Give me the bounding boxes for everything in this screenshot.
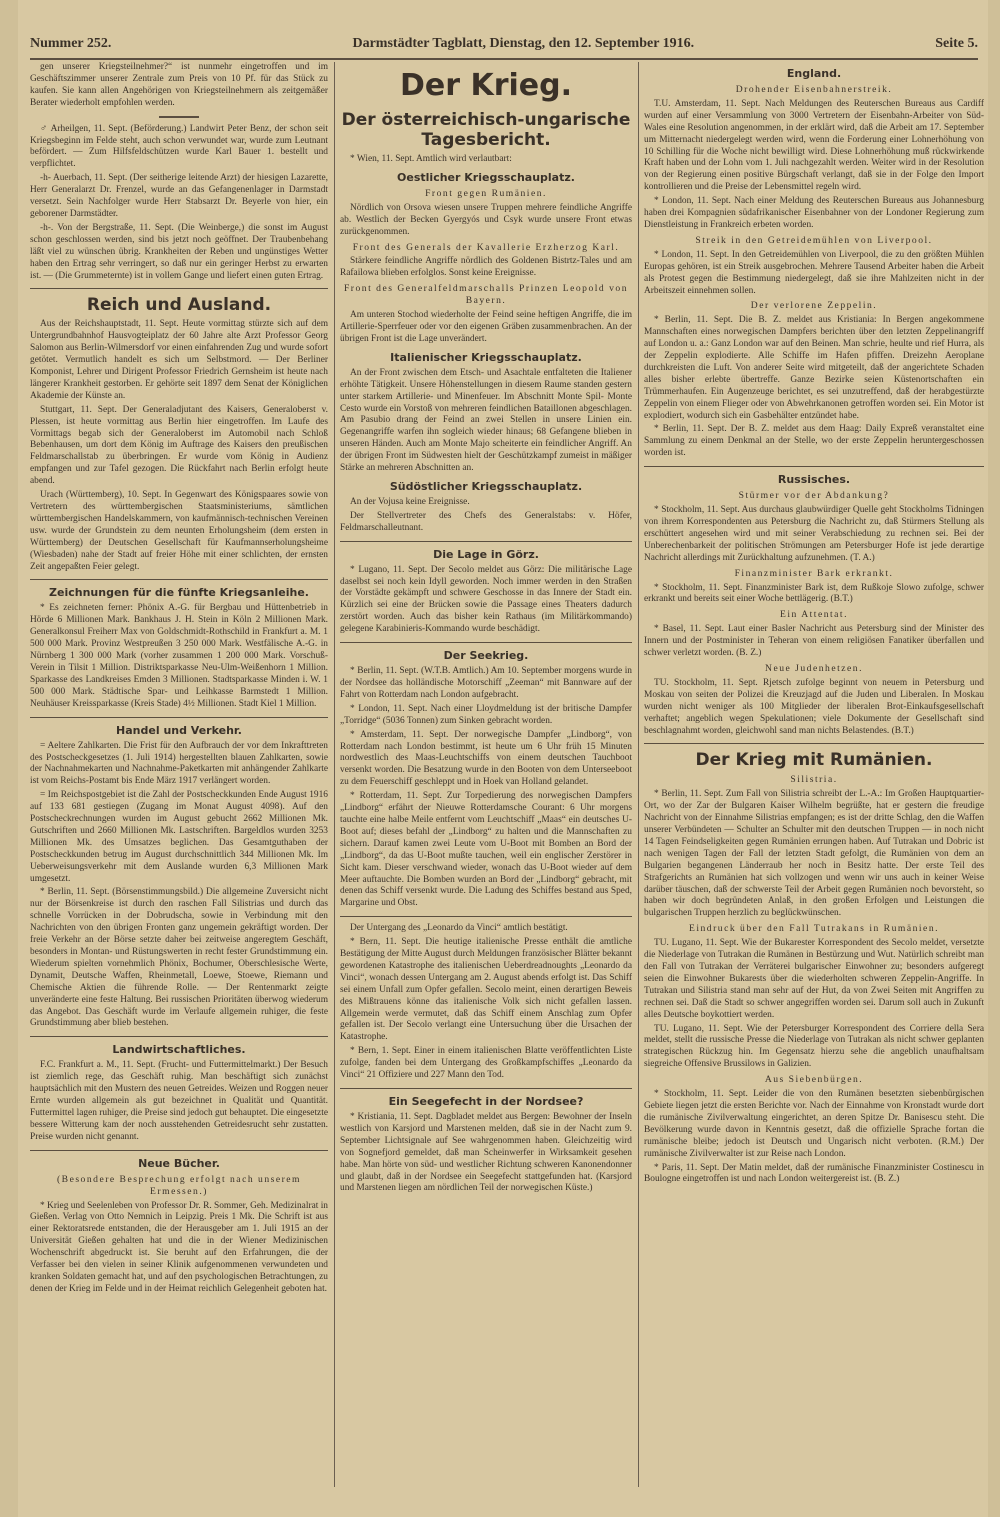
divider — [30, 288, 328, 289]
article-heading: England. — [786, 67, 842, 80]
article-paragraph: * Paris, 11. Sept. Der Matin meldet, daß der rumänische Finanzminister Costinescu in Boulogne eingetroffen ist und nach London weitergereist ist. (B. Z.) — [644, 1162, 984, 1185]
subheading: Finanzminister Bark erkrankt. — [734, 567, 894, 579]
subheading: Streik in den Getreidemühlen von Liverpool. — [695, 234, 933, 246]
article-paragraph: -h- Auerbach, 11. Sept. (Der seitherige leitende Arzt) der hiesigen Lazarette, Herr Generalarzt Dr. Frenzel, wurde an das Gefangenenlager in Darmstadt versetzt. Sein Nachfolger wurde Herr Stabsarzt Dr. Beyerle von hier, ein geborener Darmstädter. — [30, 173, 328, 219]
article-heading: Landwirtschaftliches. — [112, 1043, 246, 1057]
article-paragraph: Nördlich von Orsova wiesen unsere Truppen mehrere feindliche Angriffe ab. Westlich der Becken Gyergyós und Csyk wurde unsere Front etwas zurückgenommen. — [340, 202, 632, 237]
article-paragraph: = Aeltere Zahlkarten. Die Frist für den Aufbrauch der vor dem Inkrafttreten des Postscheckgesetzes (1. Juli 1914) hergestellten blauen Zahlkarten, sowie der Nachnahmekarten und Nachnahme-Paketkarten mit anhängender Zahlkarte ist vom Reichs-Postamt bis Ende März 1917 verlängert worden. — [30, 740, 328, 787]
article-paragraph: * Wien, 11. Sept. Amtlich wird verlautbart: — [350, 154, 512, 164]
article-paragraph: * London, 11. Sept. In den Getreidemühlen von Liverpool, die zu den größten Mühlen Europas gehören, ist ein Streik ausgebrochen. Mehrere Tausend Arbeiter haben die Arbeit als Protest gegen die Bestimmung niedergelegt, daß sie ihre Mahlzeiten nicht in der Arbeitszeit einnehmen sollen. — [644, 249, 984, 296]
article-heading: Russisches. — [777, 473, 851, 487]
subheading: Aus Siebenbürgen. — [764, 1074, 864, 1086]
subheading: Der verlorene Zeppelin. — [750, 300, 878, 312]
article-heading: Zeichnungen für die fünfte Kriegsanleihe. — [49, 586, 309, 600]
subheading: (Besondere Besprechung erfolgt nach unserem Ermessen.) — [56, 1173, 302, 1197]
article-paragraph: * Stockholm, 11. Sept. Leider die von den Rumänen besetzten siebenbürgischen Gebiete liegen jetzt die ersten Berichte vor. Nach der Einnahme von Kronstadt wurde dort die rumänische Zivilverwaltung eingerichtet, an deren Spitze Dr. Banisescu steht. Die Bevölkerung wurde davon in Kenntnis gesetzt, daß die offizielle Sprache fortan die rumänische bleibe; jedoch ist Deutsch und Ungarisch nicht verboten. (R.M.) Der rumänische Zivilverwalter ist zur Reise nach London. — [644, 1089, 984, 1159]
article-paragraph: An der Front zwischen dem Etsch- und Asachtale entfalteten die Italiener erhöhte Tätigkeit. Unsere Höhenstellungen in diesem Raume standen gestern unter starkem Artillerie- und Minenfeuer. Im Abschnitt Monte Spil- Monte Cesto wurde ein Vorstoß von mehreren feindlichen Bataillonen abgeschlagen. Am Pasubio drang der Feind an zwei Stellen in unsere Linien ein. Gegenangriffe warfen ihn sogleich wieder hinaus; 68 Gefangene blieben in unseren Händen. Auch am Monte Majo scheiterte ein feindlicher Angriff. An der übrigen Front im Südwesten hielt der Geschützkampf zumeist in mäßiger Stärke an mehreren Abschnitten an. — [340, 367, 632, 474]
headline: Der Krieg mit Rumänien. — [695, 750, 933, 771]
divider — [30, 1036, 328, 1037]
article-paragraph: * London, 11. Sept. Nach einer Meldung des Reuterschen Bureaus aus Johannesburg haben drei Kompagnien südafrikanischer Eisenbahner von der Londoner Regierung zum Dienstleistung in Frankreich erbeten worden. — [644, 196, 984, 230]
article-paragraph: -h-. Von der Bergstraße, 11. Sept. (Die Weinberge,) die sonst im August schon geschlossen werden, sind bis jetzt noch geöffnet. Der Traubenbehang läßt viel zu wünschen übrig. Krankheiten der Reben und ungünstiges Wetter haben den Ertrag sehr verringert, so daß nur ein geringer Herbst zu erwarten ist. — (Die Grummeternte) ist in vollem Gange und liefert einen guten Ertrag. — [30, 222, 328, 281]
article-paragraph: Am unteren Stochod wiederholte der Feind seine heftigen Angriffe, die im Artillerie-Sperrfeuer oder vor den eigenen Gräben zusammenbrachen. An der übrigen Front ist die Lage unverändert. — [340, 310, 632, 344]
headline: Der österreichisch-ungarische Tagesbericht. — [341, 110, 631, 150]
article-paragraph: * Berlin, 11. Sept. (Börsenstimmungsbild.) Die allgemeine Zuversicht nicht nur der Börsenkreise ist durch den raschen Fall Silistrias und durch das schnelle Vorrücken in der Dobrudscha, sowie in Verbindung mit den Nachrichten von den übrigen Fronten ganz ungemein gekräftigt worden. Der freie Verkehr an der Börse setzte daher bei zeitweise angeregtem Geschäft, besonders in Montan- und Rüstungswerten in recht fester Grundstimmung ein. Wiederum spielten vornehmlich Phönix, Bochumer, Oberschlesische Werte, Dynamit, Deutsche Waffen, Rheinmetall, Loewe, Stoewe, Riemann und Chemische Aktien die führende Rolle. — Der Rentenmarkt zeigte unveränderte eine feste Haltung. Bei russischen Prioritäten überwog wiederum das Angebot. Das Geschäft wurde im Verlaufe allgemein ruhiger, die feste Grundstimmung aber blieb bestehen. — [30, 887, 328, 1029]
article-paragraph: Der Stellvertreter des Chefs des Generalstabs: v. Höfer, Feldmarschalleutnant. — [340, 510, 632, 533]
subheading: Front des Generalfeldmarschalls Prinzen Leopold von Bayern. — [343, 283, 629, 307]
article-paragraph: * Krieg und Seelenleben von Professor Dr. R. Sommer, Geh. Medizinalrat in Gießen. Verlag von Otto Nemnich in Leipzig. Preis 1 Mk. Die Schrift ist aus einer Rektoratsrede entstanden, die der Herausgeber am 1. Juli 1915 an der Universität Gießen gehalten hat und die in der Wiener Medizinischen Wochenschrift abgedruckt ist. Sie beruht auf den Erfahrungen, die der Verfasser bei den vielen in seiner Klinik aufgenommenen verwundeten und kranken Soldaten gemacht hat, und auf den psychologischen Betrachtungen, zu denen der Krieg im Felde und in der Heimat reichlich Gelegenheit geboten hat. — [30, 1200, 328, 1294]
divider — [30, 1150, 328, 1151]
article-paragraph: = Im Reichspostgebiet ist die Zahl der Postscheckkunden Ende August 1916 auf 133 681 gestiegen (Zugang im Monat August 4098). Auf den Postscheckrechnungen wurden im August gebucht 2662 Millionen Mk. Gutschriften und 2660 Millionen Mk. Lastschriften. Bargeldlos wurden 3253 Millionen Mk. des Umsatzes beglichen. Das Gesamtguthaben der Postscheckkunden betrug im August durchschnittlich 344 Millionen Mk. Im Ueberweisungsverkehr mit dem Auslande wurden 6,3 Millionen Mark umgesetzt. — [30, 790, 328, 884]
article-heading: Südöstlicher Kriegsschauplatz. — [389, 479, 583, 493]
article-paragraph: * Berlin, 11. Sept. Zum Fall von Silistria schreibt der L.-A.: Im Großen Hauptquartier-Ort, wo der Zar der Bulgaren Kaiser Wilhelm begrüßte, hat er gestern die freudige Nachricht von der Einnahme Silistrias empfangen; es ist der dritte Schlag, den die Waffen unserer Verbündeten — Schulter an Schulter mit den deutschen Truppen — in noch nicht 14 Tagen Feindseligkeiten gegen Rumänien errungen haben. Auf Tutrakan und Dobric ist nach wenigen Tagen der Fall der letzten Stadt gefolgt, die Rumänien von dem an Bulgarien begangenen Länderraub her noch in Besitz hatte. Der erste Teil des Strafgerichts an Rumänien hat sich vollzogen und wenn wir uns auch in keiner Weise darüber täuschen, daß der schwerste Teil der Arbeit gegen Rumänien noch bevorsteht, so haben wir doch begründeten Anlaß, in den großen Erfolgen und Leistungen die bulgarischen Truppen herzlich zu beglückwünschen. — [644, 789, 984, 919]
article-paragraph: * Basel, 11. Sept. Laut einer Basler Nachricht aus Petersburg sind der Minister des Innern und der Postminister in Teheran von einem religiösen Fanatiker überfallen und schwer verletzt worden. (B. Z.) — [644, 624, 984, 659]
subheading: Front gegen Rumänien. — [425, 187, 547, 199]
article-paragraph: * Lugano, 11. Sept. Der Secolo meldet aus Görz: Die militärische Lage daselbst sei noch kein Idyll geworden. Noch immer werden in den Straßen der Vorstädte gekämpft und schwere Geschosse in das Innere der Stadt ein. Kürzlich sei eine der Brücken sowie die Passage eines Theaters dadurch zerstört worden. Auch das bisher kein Rathaus (im Militärkommando) gelegene Karabinieris-Kommando wurde beschädigt. — [340, 564, 632, 635]
article-heading: Oestlicher Kriegsschauplatz. — [397, 170, 575, 184]
article-paragraph: * Stockholm, 11. Sept. Aus durchaus glaubwürdiger Quelle geht Stockholms Tidningen von ihrem Korrespondenten aus Petersburg die Nachricht zu, daß Stürmers Stellung als erschüttert angesehen wird und mit seiner Verabschiedung zu rechnen sei. Bei der Unberechenbarkeit der politischen Strömungen am Petersburger Hofe ist jede derartige Nachricht allerdings mit Zurückhaltung aufzunehmen. (T. A.) — [644, 505, 984, 563]
divider — [30, 579, 328, 580]
subheading: Neue Judenhetzen. — [765, 662, 863, 674]
article-heading: Der Seekrieg. — [443, 649, 529, 663]
article-paragraph: * Es zeichneten ferner: Phönix A.-G. für Bergbau und Hüttenbetrieb in Hörde 6 Millionen Mark. Bankhaus J. H. Stein in Köln 2 Millionen Mark. Generalkonsul Freiherr Max von Goldschmidt-Rothschild in Frankfurt a. M. 1 500 000 Mark. Provinz Westpreußen 3 250 000 Mark. Westfälische A.-G. in Nürnberg 1 300 000 Mark (vorher zusammen 1 200 000 Mark. Vorschuß-Verein in Tilsit 1 Million. Distriktsparkasse Neu-Ulm-Weißenhorn 1 Million. Sparkasse des Landkreises Emden 3 Millionen. Stadtsparkasse Minden i. W. 1 500 000 Mark. Städtische Spar- und Leihkasse Barmstedt 1 Million. Neuhäuser Kreissparkasse (Kreis Stade) 4½ Millionen. Stadt Kiel 1 Million. — [30, 603, 328, 709]
newspaper-title-date: Darmstädter Tagblatt, Dienstag, den 12. September 1916. — [352, 36, 695, 51]
divider — [340, 541, 632, 542]
divider — [644, 743, 984, 744]
headline: Reich und Ausland. — [86, 295, 272, 316]
article-paragraph: * Kristiania, 11. Sept. Dagbladet meldet aus Bergen: Bewohner der Inseln westlich von Karsjord und Marstenen melden, daß sie in der Nacht zum 9. September Lichtsignale auf See wahrgenommen haben. Gleichzeitig wird von Sognefjord gemeldet, daß man Scheinwerfer in Wirksamkeit gesehen habe. Man hörte von süd- und westlicher Richtung schweren Kanonendonner und glaubt, daß in der Nordsee ein Seegefecht stattgefunden hat. (Karsjord und Marstenen liegen am nördlichen Teil der norwegischen Küste.) — [340, 1112, 632, 1194]
page-number: Seite 5. — [935, 36, 978, 51]
article-heading: Die Lage in Görz. — [433, 547, 539, 561]
article-paragraph: * Amsterdam, 11. Sept. Der norwegische Dampfer „Lindborg“, von Rotterdam nach London bestimmt, ist heute um 6 Uhr früh 15 Minuten nordwestlich des Maas-Leuchtschiffs von einem deutschen Tauchboot versenkt worden. Die Besatzung wurde in den Booten von dem Unterseeboot zu dem Feuerschiff geschleppt und in Hoek van Holland gelandet. — [340, 729, 632, 788]
article-paragraph: An der Vojusa keine Ereignisse. — [350, 496, 470, 507]
article-paragraph: * London, 11. Sept. Nach einer Lloydmeldung ist der britische Dampfer „Torridge“ (5036 Tonnen) zum Sinken gebracht worden. — [340, 703, 632, 726]
article-paragraph: T.U. Amsterdam, 11. Sept. Nach Meldungen des Reuterschen Bureaus aus Cardiff wurden auf einer Versammlung von 3000 Vertretern der Eisenbahn-Arbeiter von Süd-Wales eine Resolution angenommen, in der erklärt wird, daß die Arbeit am 17. September um Mitternacht niedergelegt werden wird, wenn die Forderung einer Lohnerhöhung von 10 Schilling für die Woche nicht bewilligt wird. Diese Lohnerhöhung muß rückwirkende Kraft haben und der Lohn vom 1. Juli nachgezahlt werden. Weiter wird in der Resolution von der Regierung einen positive Bürgschaft verlangt, daß sie in der Folge den Import kontrollieren und die Preise der Lebensmittel regeln wird. — [644, 98, 984, 193]
subheading: Drohender Eisenbahnerstreik. — [735, 84, 893, 95]
column-divider — [638, 62, 639, 1487]
divider — [159, 116, 199, 118]
subheading: Eindruck über den Fall Tutrakans in Rumänien. — [688, 923, 940, 935]
subheading: Front des Generals der Kavallerie Erzherzog Karl. — [352, 241, 620, 253]
article-paragraph: Der Untergang des „Leonardo da Vinci“ amtlich bestätigt. — [350, 923, 568, 934]
article-heading: Neue Bücher. — [138, 1156, 220, 1170]
divider — [340, 916, 632, 917]
article-paragraph: * Bern, 11. Sept. Die heutige italienische Presse enthält die amtliche Bestätigung der Mitte August durch Meldungen französischer Blätter bekannt gewordenen Katastrophe des italienischen Ueberdreadnoughts „Leonardo da Vinci“, wonach dessen Untergang am 2. August abends erfolgt ist. Das Schiff sei einem Unfall zum Opfer gefallen. Secolo meint, einen derartigen Beweis des Mißtrauens könne das italienische Volk sich nicht gefallen lassen. Allgemein werde vermutet, daß das Schiff einem Anschlag zum Opfer gefallen ist. Der Secolo verlangt eine Untersuchung über die Ursachen der Katastrophe. — [340, 937, 632, 1043]
article-paragraph: * Berlin, 11. Sept. Die B. Z. meldet aus Kristiania: In Bergen angekommene Mannschaften eines norwegischen Dampfers berichten über den letzten Zeppelinangriff auf London u. a.: Ganz London war auf den Beinen. Man schrie, heulte und rief Hurra, als der Zeppelin explodierte. Alle Schiffe im Hafen pfiffen. Dreizehn Aeroplane durchkreisten die Luft. Von anderer Seite wird mitgeteilt, daß der angerichtete Schaden alles bisher erlebte übertreffe. Ganze Bezirke seien Küstenortschaften ein Trümmerhaufen. Ein Augenzeuge berichtet, es sei unzutreffend, daß der herabgestürzte Zeppelin von einem Flieger oder von Abwehrkanonen getroffen worden sei. Ein Motor ist explodiert, wodurch sich ein Gasbehälter entzündet habe. — [644, 315, 984, 421]
article-heading: Ein Seegefecht in der Nordsee? — [388, 1095, 584, 1108]
article-paragraph: gen unserer Kriegsteilnehmer?“ ist nunmehr eingetroffen und im Geschäftszimmer unserer Zentrale zum Preis von 10 Pf. für das Stück zu kaufen. Sie kann allen Angehörigen von Kriegsteilnehmern als zeitgemäßer Berater wiederholt empfohlen werden. — [30, 62, 328, 108]
column-2 — [340, 62, 632, 1497]
masthead — [30, 36, 978, 60]
article-paragraph: * Berlin, 11. Sept. Der B. Z. meldet aus dem Haag: Daily Expreß veranstaltet eine Sammlung zu einem Denkmal an der Stelle, wo der erste Zeppelin heruntergeschossen worden ist. — [644, 424, 984, 459]
subheading: Silistria. — [790, 774, 838, 786]
subheading: Ein Attentat. — [780, 609, 848, 621]
article-paragraph: Stärkere feindliche Angriffe nördlich des Goldenen Bistrtz-Tales und am Rafailowa blieben erfolglos. Sonst keine Ereignisse. — [340, 256, 632, 279]
article-paragraph: * Berlin, 11. Sept. (W.T.B. Amtlich.) Am 10. September morgens wurde in der Nordsee das holländische Motorschiff „Zeeman“ mit Bannware auf der Fahrt von Rotterdam nach London aufgebracht. — [340, 666, 632, 700]
article-paragraph: TU. Stockholm, 11. Sept. Rjetsch zufolge beginnt von neuem in Petersburg und Moskau von seiten der Polizei die Kreuzjagd auf die Juden und Liberalen. In Moskau wurden nicht weniger als 100 Mitglieder der liberalen Brot-Einkaufsgesellschaft verhaftet; angeblich wegen Spekulationen; viele Dokumente der Gesellschaft sind beschlagnahmt worden, gleichwohl sand man nichts Belastendes. (B.T.) — [644, 677, 984, 736]
article-paragraph: * Bern, 1. Sept. Einer in einem italienischen Blatte veröffentlichten Liste zufolge, fanden bei dem Untergang des Großkampfschiffes „Leonardo da Vinci“ 21 Offiziere und 227 Mann den Tod. — [340, 1046, 632, 1081]
article-heading: Handel und Verkehr. — [116, 723, 242, 737]
article-paragraph: F.C. Frankfurt a. M., 11. Sept. (Frucht- und Futtermittelmarkt.) Der Besuch ist ziemlich rege, das Geschäft ruhig. Man beschäftigt sich zunächst hauptsächlich mit den Mustern des neuen Getreides. Weizen und Roggen neuer Ernte wurden allgemein als gut bezeichnet in Qualität und Quantität. Futtermittel lagen ruhiger, die Preise sind jedoch gut behauptet. Die eingesetzte bessere Witterung kam der noch ausstehenden Getreidesrucht sehr zustatten. Preise wurden nicht genannt. — [30, 1060, 328, 1142]
divider — [340, 642, 632, 643]
article-heading: Italienischer Kriegsschauplatz. — [390, 350, 582, 364]
divider — [340, 1088, 632, 1089]
article-paragraph: ♂ Arheilgen, 11. Sept. (Beförderung.) Landwirt Peter Benz, der schon seit Kriegsbeginn im Felde steht, auch schon verwundet war, wurde zum Leutnant befördert. — Zum Hilfsfeldschützen wurde Karl Bauer 1. bestellt und verpflichtet. — [30, 123, 328, 170]
article-paragraph: TU. Lugano, 11. Sept. Wie der Petersburger Korrespondent des Corriere della Sera meldet, stellt die russische Presse die Niederlage von Tutrakan als nicht schwer geplanten strategischen Rückzug hin. Im Gegensatz hierzu sehe die angeblich unaufhaltsam siegreiche Offensive Brussilows in Galizien. — [644, 1023, 984, 1070]
article-paragraph: * Rotterdam, 11. Sept. Zur Torpedierung des norwegischen Dampfers „Lindborg“ erfährt der Nieuwe Rotterdamsche Courant: 6 Uhr morgens tauchte eine halbe Meile entfernt vom Leuchtschiff „Maas“ ein deutsches U-Boot auf; dieses befahl der „Lindborg“ zu halten und die Mannschaften zu sichern. Darauf kamen zwei Leute vom U-Boot mit Bomben an Bord der „Lindborg“, da das U-Boot mußte tauchen, weil ein englischer Zerstörer in Sicht kam. Dieser verschwand wieder, wonach das U-Boot wieder auf dem Meer auftauchte. Die Bomben wurden an Bord der „Lindborg“ gebracht, mit denen das Schiff versenkt wurde. Die Ladung des Schiffes bestand aus Sped, Margarine und Obst. — [340, 791, 632, 909]
divider — [30, 717, 328, 718]
article-paragraph: Urach (Württemberg), 10. Sept. In Gegenwart des Königspaares sowie von Vertretern des württembergischen Staatsministeriums, sämtlichen württembergischen Handelskammern, von kaufmännisch-technischen Vereinen usw. wurde der Grundstein zu dem neunten Erholungsheim (dem ersten in Württemberg) der Deutschen Gesellschaft für Kaufmannserholungsheime (Wiesbaden) nahe der Stadt auf freier Höhe mit einer schlichten, der ernsten Zeit angepaßten Feier gelegt. — [30, 490, 328, 572]
article-paragraph: TU. Lugano, 11. Sept. Wie der Bukarester Korrespondent des Secolo meldet, versetzte die Niederlage von Tutrakan die Rumänen in Bestürzung und Wut. Natürlich schreibt man den Fall von Tutrakan der Verräterei bulgarischer Einwohner zu; besonders aufgeregt seien die Einwohner Bukarests über die wiederholten schweren Zeppelin-Angriffe. In Tutrakan und Silistria stand man sehr auf der Hut, da von Zwei Seiten mit Angriffen zu rechnen sei. Daß die Stadt so schwer angegriffen worden sei. Darum soll auch in Zukunft alles Deutsche boykottiert werden. — [644, 938, 984, 1020]
column-1 — [30, 62, 328, 1497]
article-paragraph: * Stockholm, 11. Sept. Finanzminister Bark ist, dem Rußkoje Slowo zufolge, schwer erkrankt und bereits seit einer Woche bettlägerig. (B.T.) — [644, 582, 984, 605]
section-headline: Der Krieg. — [399, 68, 573, 103]
divider — [644, 466, 984, 467]
issue-number: Nummer 252. — [30, 36, 112, 51]
article-paragraph: Stuttgart, 11. Sept. Der Generaladjutant des Kaisers, Generaloberst v. Plessen, ist heute vormittag aus Berlin hier eingetroffen. Im Laufe des Vormittags begab sich der Generaloberst im Automobil nach Schloß Bebenhausen, um dort dem König im Auftrage des Kaisers den preußischen Feldmarschallstab zu überbringen. Er wurde vom König in Audienz empfangen und zur Tafel gezogen. Die Rückfahrt nach Berlin erfolgt heute abend. — [30, 404, 328, 487]
article-paragraph: Aus der Reichshauptstadt, 11. Sept. Heute vormittag stürzte sich auf dem Untergrundbahnhof Hausvogteiplatz der 60 Jahre alte Arzt Professor Georg Salomon aus Berlin-Wilmersdorf vor einen einfahrenden Zug und wurde sofort getötet. Vermutlich handelt es sich um Selbstmord. — Der Berliner Komponist, Lehrer und Dirigent Professor Friedrich Gernsheim ist heute nach längerer Krankheit gestorben. Er gehörte seit 1897 dem Senat der Königlichen Akademie der Künste an. — [30, 319, 328, 401]
column-divider — [334, 62, 335, 1487]
column-3 — [644, 62, 984, 1497]
subheading: Stürmer vor der Abdankung? — [738, 490, 890, 502]
